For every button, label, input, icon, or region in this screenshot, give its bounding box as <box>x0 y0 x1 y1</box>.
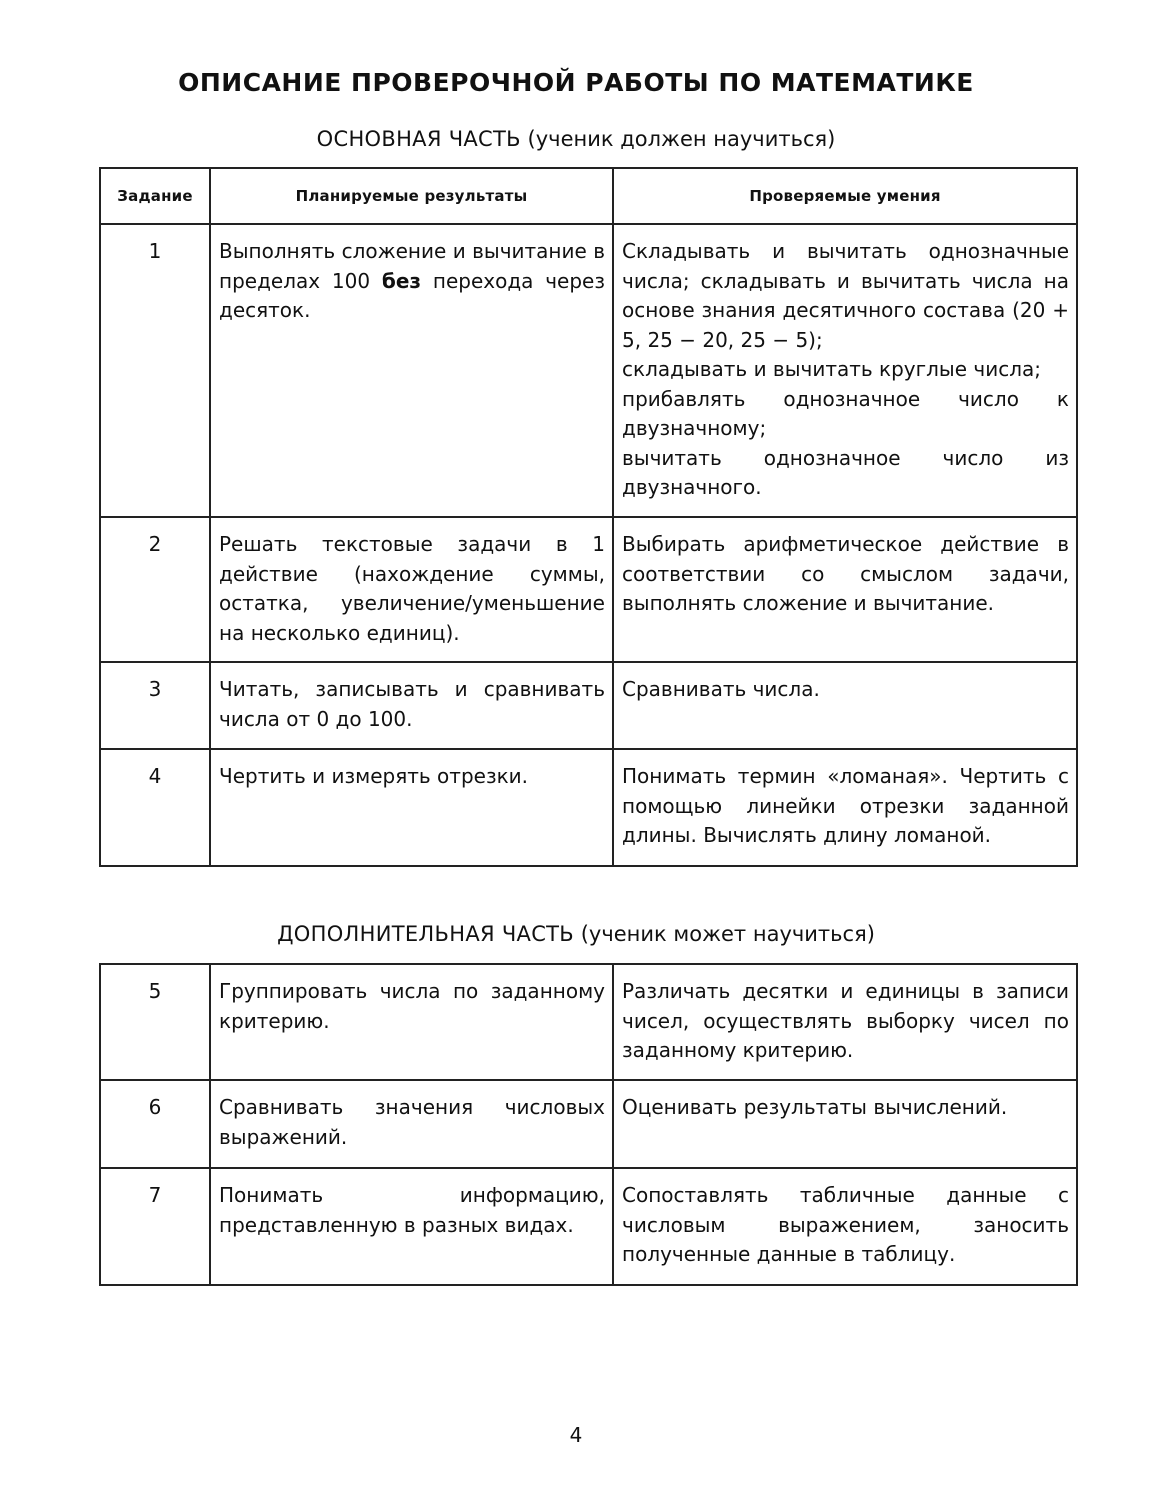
header-task: Задание <box>100 168 210 224</box>
table-row <box>100 1080 1077 1168</box>
checked-skill: Понимать термин «ломаная». Чертить с помощью линейки отрезки заданной длины. Вычислять длину ломаной. <box>613 749 1077 866</box>
checked-skill: Сравнивать числа. <box>613 662 1077 749</box>
task-number: 1 <box>100 224 210 517</box>
task-number: 4 <box>100 749 210 866</box>
checked-skill-line: складывать и вычитать круглые числа; <box>622 357 1041 381</box>
checked-skill-line: вычитать однозначное число из двузначного. <box>622 445 1069 499</box>
task-number: 7 <box>100 1168 210 1285</box>
header-checked-skills: Проверяемые умения <box>613 168 1077 224</box>
planned-result-text: перехода через десяток. <box>219 268 605 322</box>
planned-result: Группировать числа по заданному критерию. <box>210 964 613 1080</box>
planned-result: Чертить и измерять отрезки. <box>210 749 613 866</box>
page-title: ОПИСАНИЕ ПРОВЕРОЧНОЙ РАБОТЫ ПО МАТЕМАТИКЕ <box>178 68 974 97</box>
planned-result-text: Выполнять сложение и вычитание в пределах 100 <box>219 239 605 293</box>
section-title-additional-note: (ученик может научиться) <box>580 922 875 946</box>
section-title-additional <box>0 922 1152 946</box>
section-title-additional-caps: ДОПОЛНИТЕЛЬНАЯ ЧАСТЬ <box>277 922 575 946</box>
page-number: 4 <box>569 1423 583 1447</box>
table-row <box>100 1168 1077 1285</box>
checked-skill: Выбирать арифметическое действие в соответствии со смыслом задачи, выполнять сложение и вычитание. <box>613 517 1077 662</box>
task-number: 3 <box>100 662 210 749</box>
section-title-main-note: (ученик должен научиться) <box>527 127 836 151</box>
table-row <box>100 224 1077 517</box>
table-row <box>100 517 1077 662</box>
checked-skill-line: прибавлять однозначное число к двузначному; <box>622 386 1069 440</box>
planned-result: Решать текстовые задачи в 1 действие (нахождение суммы, остатка, увеличение/уменьшение на несколько единиц). <box>210 517 613 662</box>
table-header-row <box>100 168 1077 224</box>
task-number: 6 <box>100 1080 210 1168</box>
task-number: 2 <box>100 517 210 662</box>
planned-result: Читать, записывать и сравнивать числа от 0 до 100. <box>210 662 613 749</box>
checked-skill-line: Складывать и вычитать однозначные числа; складывать и вычитать числа на основе знания десятичного состава (20 + 5, 25 − 20, 25 − 5); <box>622 239 1069 352</box>
planned-result: Понимать информацию, представленную в разных видах. <box>210 1168 613 1285</box>
checked-skill: Оценивать результаты вычислений. <box>613 1080 1077 1168</box>
task-number: 5 <box>100 964 210 1080</box>
table-row <box>100 964 1077 1080</box>
checked-skill: Различать десятки и единицы в записи чисел, осуществлять выборку чисел по заданному критерию. <box>613 964 1077 1080</box>
checked-skill: Сопоставлять табличные данные с числовым выражением, заносить полученные данные в таблицу. <box>613 1168 1077 1285</box>
main-part-table <box>99 167 1078 867</box>
section-title-main-caps: ОСНОВНАЯ ЧАСТЬ <box>316 127 521 151</box>
table-row <box>100 662 1077 749</box>
table-row <box>100 749 1077 866</box>
section-title-main <box>0 127 1152 151</box>
header-planned-results: Планируемые результаты <box>210 168 613 224</box>
checked-skill <box>613 224 1077 517</box>
planned-result-bold: без <box>381 268 422 293</box>
planned-result <box>210 224 613 517</box>
planned-result: Сравнивать значения числовых выражений. <box>210 1080 613 1168</box>
additional-part-table <box>99 963 1078 1286</box>
